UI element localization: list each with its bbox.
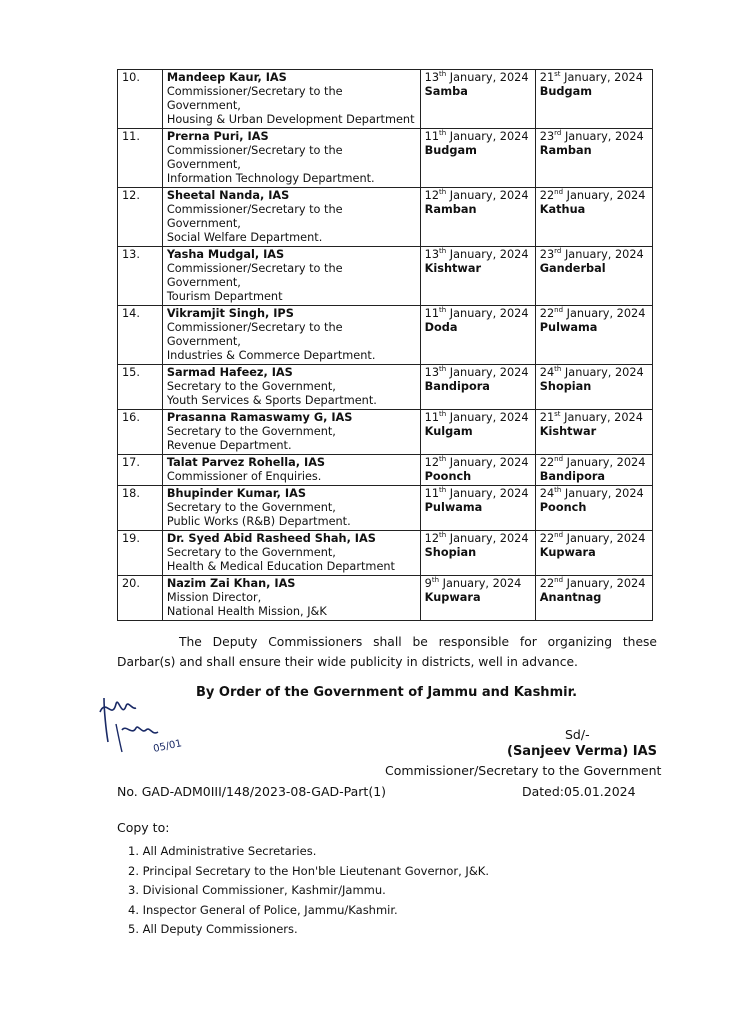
second-darbar-district: Anantnag bbox=[539, 591, 602, 604]
officer-cell bbox=[162, 576, 420, 621]
serial-number-cell bbox=[118, 188, 163, 247]
instruction-paragraph: The Deputy Commissioners shall be responsible for organizing these Darbar(s) and shall ensure their wide publicity in districts, well in advance. bbox=[117, 635, 657, 669]
second-darbar-cell bbox=[535, 306, 652, 365]
officer-designation: Commissioner/Secretary to the Government, bbox=[166, 144, 343, 171]
serial-number-cell bbox=[118, 455, 163, 486]
officer-department: Information Technology Department. bbox=[166, 172, 375, 185]
order-line: By Order of the Government of Jammu and Kashmir. bbox=[196, 685, 578, 700]
officer-cell bbox=[162, 188, 420, 247]
serial-number-cell bbox=[118, 576, 163, 621]
officer-designation: Commissioner/Secretary to the Government, bbox=[166, 85, 343, 112]
table-row bbox=[118, 410, 653, 455]
officer-cell bbox=[162, 531, 420, 576]
officer-cell bbox=[162, 486, 420, 531]
table-row bbox=[118, 306, 653, 365]
serial-number: 15. bbox=[122, 366, 140, 379]
officer-department: Public Works (R&B) Department. bbox=[166, 515, 351, 528]
second-darbar-district: Pulwama bbox=[539, 321, 598, 334]
first-darbar-cell bbox=[420, 129, 535, 188]
first-darbar-date: 13th January, 2024 bbox=[424, 365, 529, 379]
officer-designation: Commissioner/Secretary to the Government, bbox=[166, 203, 343, 230]
first-darbar-district: Budgam bbox=[424, 144, 477, 157]
first-darbar-cell bbox=[420, 531, 535, 576]
second-darbar-district: Ramban bbox=[539, 144, 592, 157]
first-darbar-date: 11th January, 2024 bbox=[424, 410, 529, 424]
copy-to-item: 2. Principal Secretary to the Hon'ble Lieutenant Governor, J&K. bbox=[128, 863, 489, 878]
officer-cell bbox=[162, 365, 420, 410]
first-darbar-cell bbox=[420, 365, 535, 410]
officer-cell bbox=[162, 70, 420, 129]
copy-to-list bbox=[128, 842, 489, 940]
second-darbar-cell bbox=[535, 129, 652, 188]
officer-designation: Commissioner/Secretary to the Government, bbox=[166, 321, 343, 348]
signer-designation: Commissioner/Secretary to the Government bbox=[385, 763, 662, 778]
serial-number: 19. bbox=[122, 532, 140, 545]
officer-name: Yasha Mudgal, IAS bbox=[166, 248, 285, 261]
second-darbar-cell bbox=[535, 410, 652, 455]
first-darbar-district: Kupwara bbox=[424, 591, 481, 604]
first-darbar-date: 13th January, 2024 bbox=[424, 70, 529, 84]
officer-name: Sarmad Hafeez, IAS bbox=[166, 366, 293, 379]
first-darbar-date: 11th January, 2024 bbox=[424, 306, 529, 320]
officer-name: Mandeep Kaur, IAS bbox=[166, 71, 287, 84]
first-darbar-date: 13th January, 2024 bbox=[424, 247, 529, 261]
first-darbar-date: 11th January, 2024 bbox=[424, 129, 529, 143]
officer-department: Social Welfare Department. bbox=[166, 231, 323, 244]
first-darbar-district: Bandipora bbox=[424, 380, 490, 393]
first-darbar-cell bbox=[420, 306, 535, 365]
officer-name: Prerna Puri, IAS bbox=[166, 130, 269, 143]
first-darbar-cell bbox=[420, 70, 535, 129]
first-darbar-district: Kishtwar bbox=[424, 262, 482, 275]
first-darbar-date: 12th January, 2024 bbox=[424, 455, 529, 469]
first-darbar-cell bbox=[420, 486, 535, 531]
officer-name: Talat Parvez Rohella, IAS bbox=[166, 456, 326, 469]
officer-name: Prasanna Ramaswamy G, IAS bbox=[166, 411, 353, 424]
first-darbar-date: 12th January, 2024 bbox=[424, 188, 529, 202]
officer-department: National Health Mission, J&K bbox=[166, 605, 327, 618]
officer-designation: Secretary to the Government, bbox=[166, 425, 336, 438]
serial-number-cell bbox=[118, 70, 163, 129]
first-darbar-cell bbox=[420, 455, 535, 486]
second-darbar-district: Shopian bbox=[539, 380, 592, 393]
table-row bbox=[118, 70, 653, 129]
table-row bbox=[118, 531, 653, 576]
serial-number: 12. bbox=[122, 189, 140, 202]
second-darbar-district: Kishtwar bbox=[539, 425, 597, 438]
darbar-schedule-table bbox=[117, 69, 653, 621]
second-darbar-cell bbox=[535, 70, 652, 129]
serial-number-cell bbox=[118, 531, 163, 576]
officer-name: Dr. Syed Abid Rasheed Shah, IAS bbox=[166, 532, 376, 545]
first-darbar-district: Poonch bbox=[424, 470, 472, 483]
copy-to-item: 5. All Deputy Commissioners. bbox=[128, 922, 298, 936]
serial-number-cell bbox=[118, 410, 163, 455]
officer-designation: Secretary to the Government, bbox=[166, 380, 336, 393]
first-darbar-date: 9th January, 2024 bbox=[424, 576, 522, 590]
officer-designation: Secretary to the Government, bbox=[166, 501, 336, 514]
first-darbar-district: Samba bbox=[424, 85, 468, 98]
officer-designation: Secretary to the Government, bbox=[166, 546, 336, 559]
first-darbar-cell bbox=[420, 576, 535, 621]
officer-name: Nazim Zai Khan, IAS bbox=[166, 577, 296, 590]
second-darbar-date: 23rd January, 2024 bbox=[539, 247, 644, 261]
officer-cell bbox=[162, 410, 420, 455]
officer-department: Housing & Urban Development Department bbox=[166, 113, 415, 126]
second-darbar-district: Kathua bbox=[539, 203, 586, 216]
second-darbar-district: Poonch bbox=[539, 501, 587, 514]
serial-number: 16. bbox=[122, 411, 140, 424]
first-darbar-cell bbox=[420, 410, 535, 455]
second-darbar-date: 21st January, 2024 bbox=[539, 410, 643, 424]
serial-number: 11. bbox=[122, 130, 140, 143]
second-darbar-cell bbox=[535, 486, 652, 531]
officer-department: Youth Services & Sports Department. bbox=[166, 394, 377, 407]
first-darbar-district: Pulwama bbox=[424, 501, 483, 514]
second-darbar-cell bbox=[535, 455, 652, 486]
first-darbar-district: Kulgam bbox=[424, 425, 473, 438]
officer-name: Bhupinder Kumar, IAS bbox=[166, 487, 306, 500]
officer-name: Sheetal Nanda, IAS bbox=[166, 189, 290, 202]
serial-number-cell bbox=[118, 247, 163, 306]
second-darbar-district: Ganderbal bbox=[539, 262, 606, 275]
serial-number-cell bbox=[118, 486, 163, 531]
table-row bbox=[118, 247, 653, 306]
signer-name: (Sanjeev Verma) IAS bbox=[507, 744, 658, 759]
handwritten-initials bbox=[92, 690, 202, 780]
document-date: Dated:05.01.2024 bbox=[522, 784, 636, 799]
officer-department: Industries & Commerce Department. bbox=[166, 349, 376, 362]
table-row bbox=[118, 129, 653, 188]
table-row bbox=[118, 365, 653, 410]
second-darbar-district: Kupwara bbox=[539, 546, 596, 559]
second-darbar-district: Budgam bbox=[539, 85, 593, 98]
second-darbar-date: 22nd January, 2024 bbox=[539, 531, 646, 545]
second-darbar-date: 24th January, 2024 bbox=[539, 486, 644, 500]
serial-number: 13. bbox=[122, 248, 140, 261]
first-darbar-district: Doda bbox=[424, 321, 458, 334]
officer-cell bbox=[162, 247, 420, 306]
officer-department: Health & Medical Education Department bbox=[166, 560, 395, 573]
serial-number: 18. bbox=[122, 487, 140, 500]
second-darbar-date: 22nd January, 2024 bbox=[539, 306, 646, 320]
initial-date-note: 05/01 bbox=[152, 738, 183, 755]
first-darbar-date: 11th January, 2024 bbox=[424, 486, 529, 500]
copy-to-item: 3. Divisional Commissioner, Kashmir/Jammu. bbox=[128, 883, 386, 897]
first-darbar-cell bbox=[420, 188, 535, 247]
second-darbar-cell bbox=[535, 531, 652, 576]
second-darbar-cell bbox=[535, 247, 652, 306]
table-row bbox=[118, 486, 653, 531]
second-darbar-date: 21st January, 2024 bbox=[539, 70, 643, 84]
serial-number-cell bbox=[118, 306, 163, 365]
officer-cell bbox=[162, 306, 420, 365]
copy-to-item: 1. All Administrative Secretaries. bbox=[128, 844, 317, 858]
officer-designation: Commissioner of Enquiries. bbox=[166, 470, 322, 483]
table-row bbox=[118, 455, 653, 486]
serial-number-cell bbox=[118, 365, 163, 410]
table-row bbox=[118, 576, 653, 621]
second-darbar-date: 24th January, 2024 bbox=[539, 365, 644, 379]
first-darbar-cell bbox=[420, 247, 535, 306]
first-darbar-district: Ramban bbox=[424, 203, 477, 216]
second-darbar-cell bbox=[535, 576, 652, 621]
sd-mark: Sd/- bbox=[565, 727, 590, 742]
officer-department: Revenue Department. bbox=[166, 439, 292, 452]
copy-to-item: 4. Inspector General of Police, Jammu/Kashmir. bbox=[128, 902, 398, 917]
second-darbar-cell bbox=[535, 188, 652, 247]
second-darbar-district: Bandipora bbox=[539, 470, 606, 483]
serial-number: 14. bbox=[122, 307, 140, 320]
document-number: No. GAD-ADM0III/148/2023-08-GAD-Part(1) bbox=[117, 784, 387, 799]
officer-cell bbox=[162, 129, 420, 188]
serial-number-cell bbox=[118, 129, 163, 188]
serial-number: 20. bbox=[122, 577, 140, 590]
officer-designation: Mission Director, bbox=[166, 591, 262, 604]
first-darbar-district: Shopian bbox=[424, 546, 477, 559]
second-darbar-date: 22nd January, 2024 bbox=[539, 188, 646, 202]
officer-name: Vikramjit Singh, IPS bbox=[166, 307, 294, 320]
copy-to-heading: Copy to: bbox=[117, 820, 170, 835]
officer-designation: Commissioner/Secretary to the Government, bbox=[166, 262, 343, 289]
second-darbar-date: 22nd January, 2024 bbox=[539, 455, 646, 469]
officer-cell bbox=[162, 455, 420, 486]
first-darbar-date: 12th January, 2024 bbox=[424, 531, 529, 545]
second-darbar-date: 23rd January, 2024 bbox=[539, 129, 644, 143]
officer-department: Tourism Department bbox=[166, 290, 283, 303]
serial-number: 17. bbox=[122, 456, 140, 469]
table-row bbox=[118, 188, 653, 247]
serial-number: 10. bbox=[122, 71, 140, 84]
second-darbar-date: 22nd January, 2024 bbox=[539, 576, 646, 590]
second-darbar-cell bbox=[535, 365, 652, 410]
